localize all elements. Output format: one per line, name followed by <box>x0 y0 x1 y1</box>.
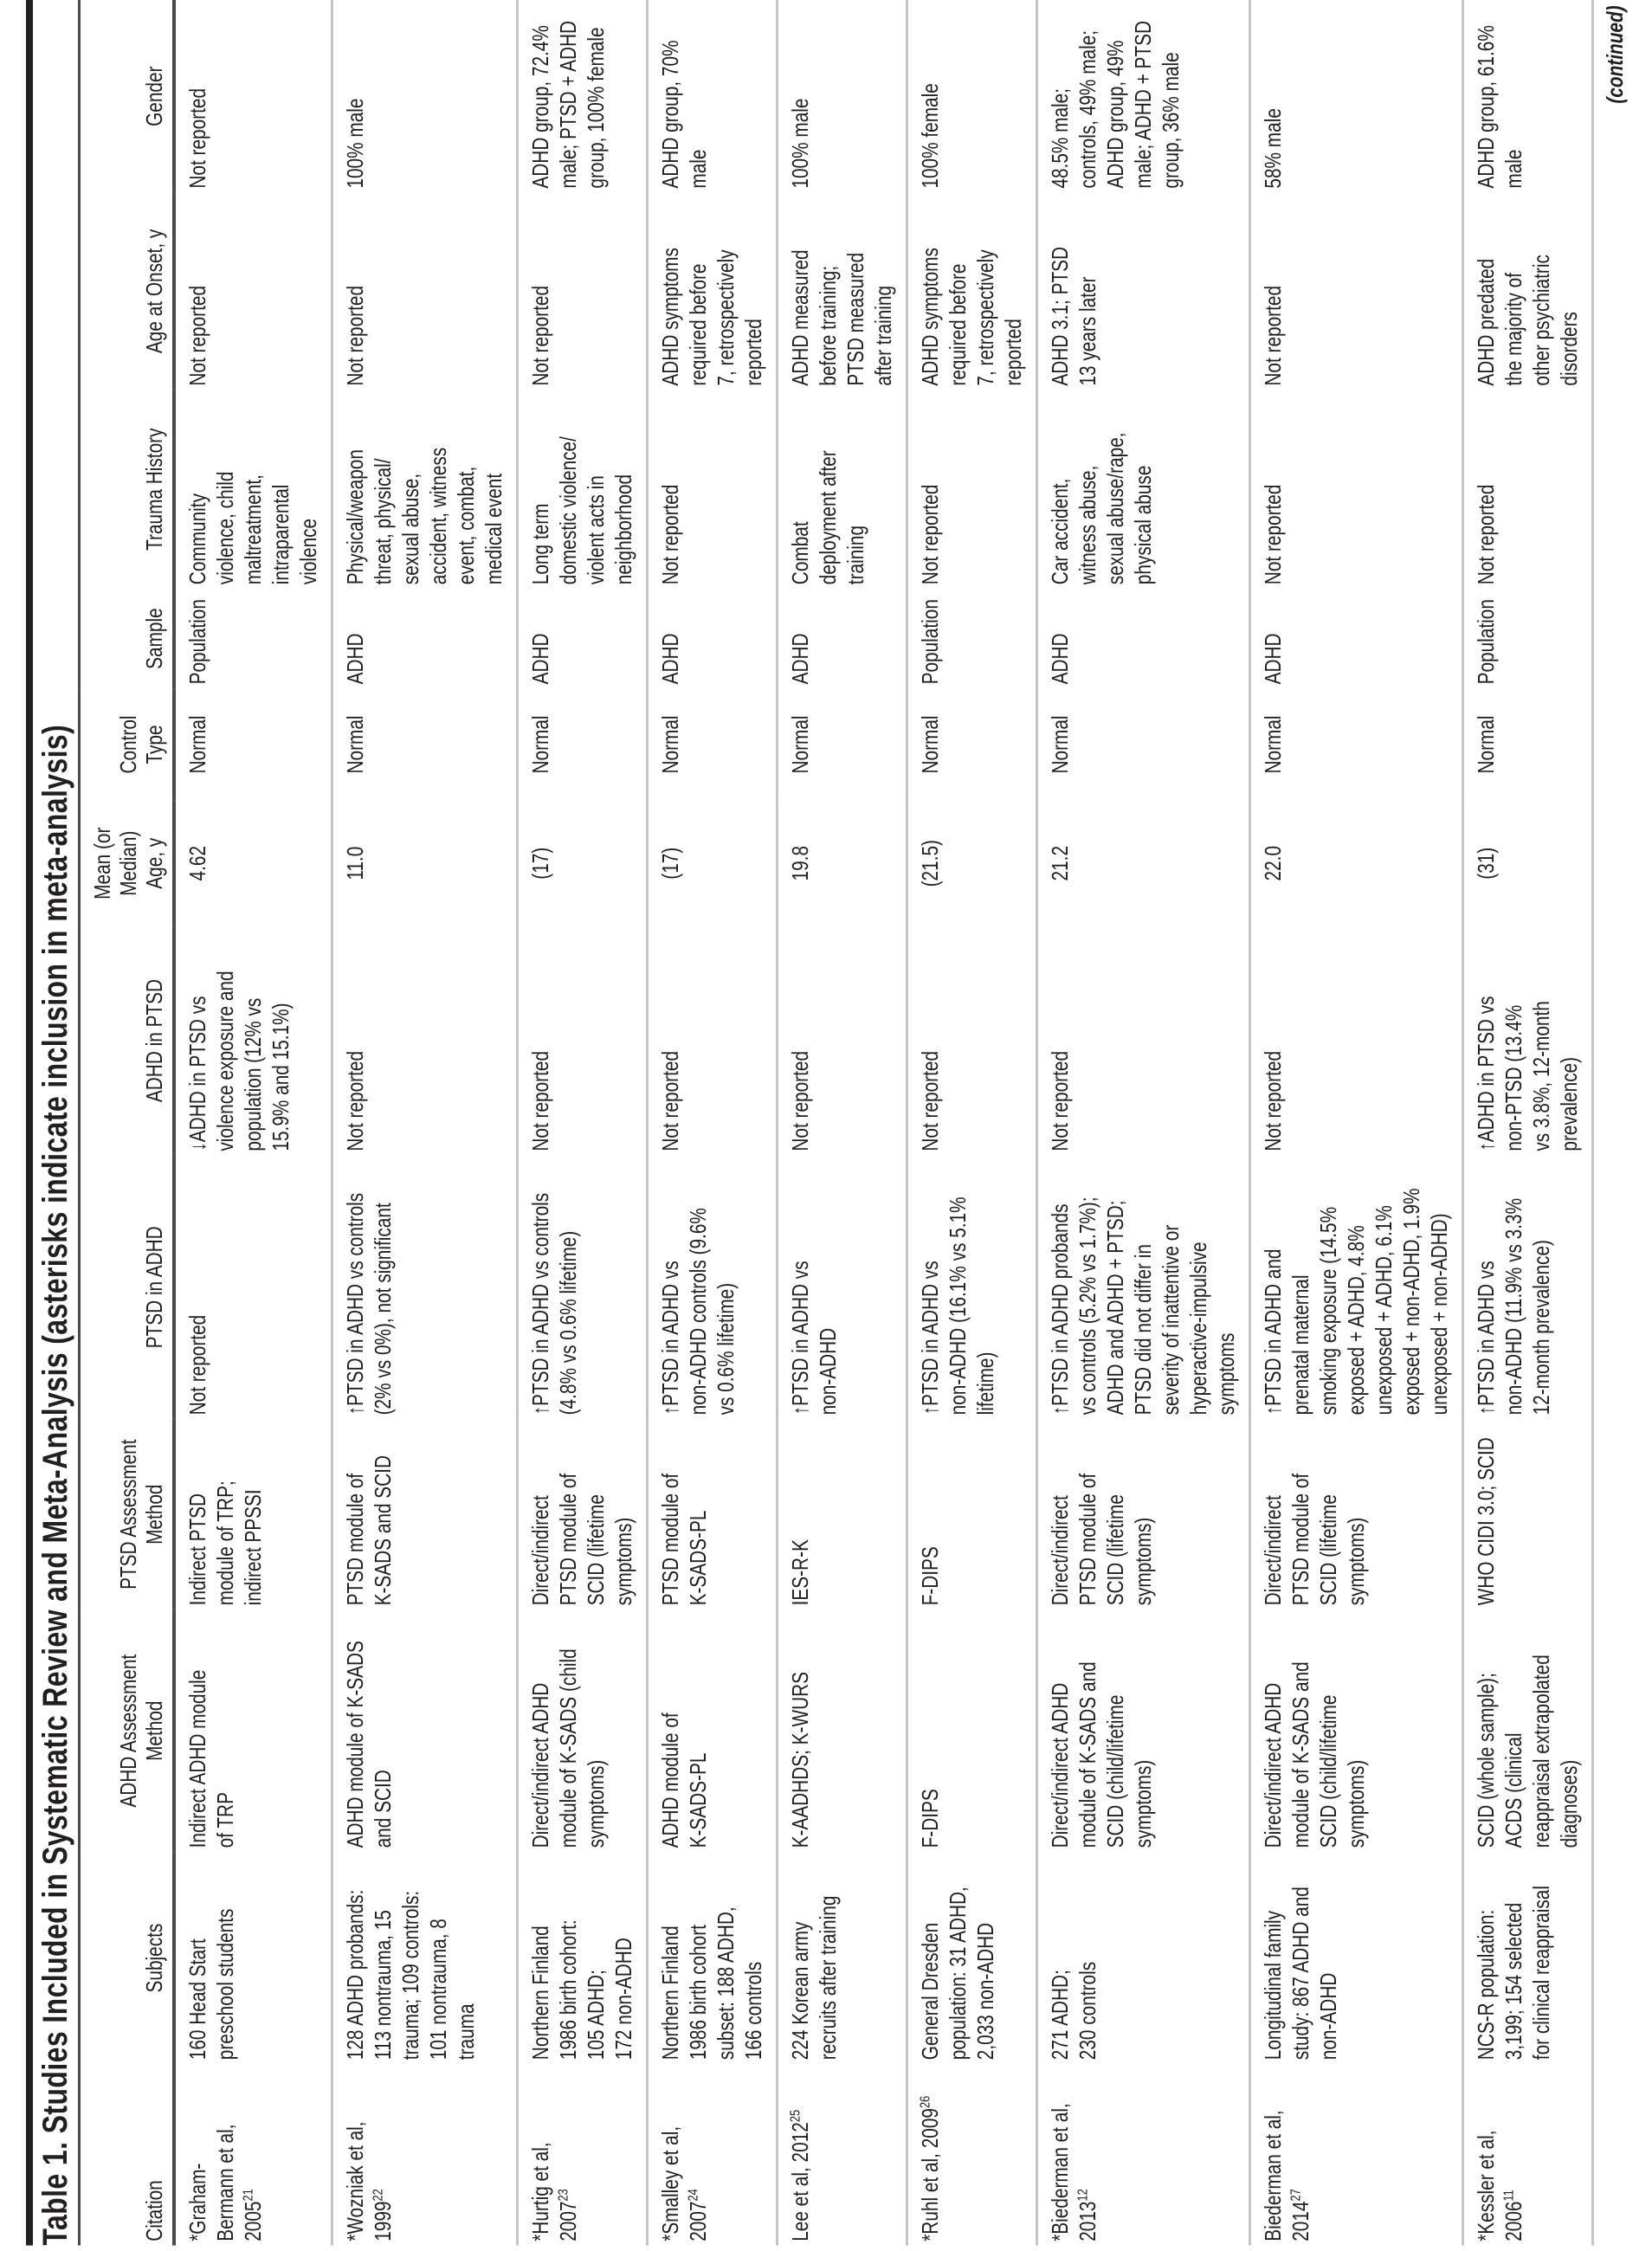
cell-trauma-history: Not reported <box>1473 484 1499 585</box>
cell-gender: Not reported <box>184 87 210 189</box>
cell-mean-age: 11.0 <box>342 846 368 880</box>
continued-note: (continued) <box>1602 5 1628 104</box>
header-adhd-assessment-method: ADHD Assessment Method <box>115 1654 167 1808</box>
citation-text: *Hurtig et al, 2007 <box>527 2142 581 2241</box>
citation-text: *Wozniak et al, 1999 <box>342 2121 396 2241</box>
cell-sample: ADHD <box>527 633 553 685</box>
cell-control-type: Normal <box>1473 715 1499 774</box>
cell-adhd-assessment-method: SCID (whole sample); ACDS (clinical reappraisal extrapolated diagnoses) <box>1473 1654 1582 1848</box>
cell-citation <box>174 2064 332 2246</box>
cell-adhd-in-ptsd: Not reported <box>657 1050 683 1151</box>
table-row <box>174 0 332 2246</box>
cell-citation <box>518 2064 648 2246</box>
header-row <box>80 0 175 2246</box>
cell-ptsd-in-adhd: ↑PTSD in ADHD vs non-ADHD (11.9% vs 3.3% 12-month prevalence) <box>1473 1197 1554 1416</box>
cell-ptsd-in-adhd: ↑PTSD in ADHD vs controls (2% vs 0%), not significant <box>342 1192 396 1416</box>
cell-control-type: Normal <box>342 715 368 774</box>
cell-mean-age: 19.8 <box>787 845 813 881</box>
table-title: Table 1. Studies Included in Systematic Review and Meta-Analysis (asterisks indicate inclusion in meta-analysis) <box>36 724 74 2246</box>
cell-gender: 48.5% male; controls, 49% male; ADHD group, 49% male; ADHD + PTSD group, 36% male <box>1047 20 1184 189</box>
studies-table <box>78 0 1594 2246</box>
cell-citation <box>332 2064 518 2246</box>
cell-gender: 100% female <box>917 83 943 189</box>
cell-ptsd-in-adhd: Not reported <box>184 1314 210 1416</box>
table-row <box>907 0 1037 2246</box>
cell-subjects: 271 ADHD; 230 controls <box>1047 1961 1100 2061</box>
cell-ptsd-in-adhd: ↑PTSD in ADHD vs non-ADHD <box>787 1261 841 1416</box>
cell-subjects: Northern Finland 1986 birth cohort: 105 ADHD; 172 non-ADHD <box>527 1919 636 2061</box>
cell-gender: ADHD group, 72.4% male; PTSD + ADHD group, 100% female <box>527 20 609 189</box>
cell-adhd-in-ptsd: ↓ADHD in PTSD vs violence exposure and population (12% vs 15.9% and 15.1%) <box>184 971 294 1151</box>
citation-reference: 26 <box>918 2095 933 2108</box>
citation-text: *Biederman et al, 2013 <box>1047 2103 1100 2241</box>
cell-mean-age: (17) <box>657 847 683 880</box>
table-row <box>518 0 648 2246</box>
cell-trauma-history: Long term domestic violence/ violent acts in neighborhood <box>527 436 636 585</box>
cell-age-at-onset: Not reported <box>184 285 210 386</box>
cell-subjects: Northern Finland 1986 birth cohort subset: 188 ADHD, 166 controls <box>657 1906 766 2061</box>
table-row <box>648 0 778 2246</box>
cell-citation <box>1037 2064 1250 2246</box>
cell-citation <box>907 2064 1037 2246</box>
cell-adhd-assessment-method: Indirect ADHD module of TRP <box>184 1669 238 1848</box>
cell-ptsd-assessment-method: Indirect PTSD module of TRP; indirect PPSSI <box>184 1480 266 1606</box>
cell-ptsd-assessment-method: Direct/indirect PTSD module of SCID (lifetime symptoms) <box>1260 1473 1369 1606</box>
cell-age-at-onset: ADHD 3.1; PTSD 13 years later <box>1047 246 1100 386</box>
cell-mean-age: 4.62 <box>184 845 210 881</box>
cell-ptsd-in-adhd: ↑PTSD in ADHD probands vs controls (5.2% vs 1.7%); ADHD and ADHD + PTSD; PTSD did not differ in severity of inattentive or hyperactive-impulsive symptoms <box>1047 1196 1239 1416</box>
cell-subjects: NCS-R population: 3,199; 154 selected for clinical reappraisal <box>1473 1886 1554 2061</box>
cell-ptsd-in-adhd: ↑PTSD in ADHD and prenatal maternal smoking exposure (14.5% exposed + ADHD, 4.8% unexposed + ADHD, 6.1% exposed + non-ADHD, 1.9% unexposed + non-ADHD) <box>1260 1188 1452 1416</box>
cell-trauma-history: Physical/weapon threat, physical/ sexual abuse, accident, witness event, combat, medical event <box>342 447 507 585</box>
header-citation: Citation <box>141 2180 167 2241</box>
cell-ptsd-assessment-method: PTSD module of K-SADS and SCID <box>342 1455 396 1606</box>
cell-subjects: General Dresden population: 31 ADHD, 2,033 non-ADHD <box>917 1887 998 2061</box>
cell-trauma-history: Car accident, witness abuse, sexual abuse/rape, physical abuse <box>1047 432 1156 585</box>
cell-control-type: Normal <box>657 715 683 774</box>
cell-trauma-history: Combat deployment after training <box>787 450 868 585</box>
cell-mean-age: (17) <box>527 847 553 880</box>
cell-adhd-assessment-method: K-AADHDS; K-WURS <box>787 1672 813 1848</box>
citation-reference: 23 <box>556 2189 571 2202</box>
cell-ptsd-assessment-method: WHO CIDI 3.0; SCID <box>1473 1437 1499 1606</box>
title-rule <box>26 0 33 2246</box>
cell-adhd-in-ptsd: Not reported <box>787 1050 813 1151</box>
cell-adhd-assessment-method: Direct/indirect ADHD module of K-SADS and SCID (child/lifetime symptoms) <box>1260 1661 1369 1848</box>
cell-ptsd-in-adhd: ↑PTSD in ADHD vs controls (4.8% vs 0.6% lifetime) <box>527 1192 581 1416</box>
cell-control-type: Normal <box>787 715 813 774</box>
cell-subjects: Longitudinal family study: 867 ADHD and non-ADHD <box>1260 1887 1341 2061</box>
header-ptsd-assessment-method: PTSD Assessment Method <box>115 1439 167 1590</box>
header-adhd-in-ptsd: ADHD in PTSD <box>141 978 167 1103</box>
cell-subjects: 224 Korean army recruits after training <box>787 1895 841 2061</box>
cell-adhd-in-ptsd: Not reported <box>917 1050 943 1151</box>
citation-text: *Smalley et al, 2007 <box>657 2125 711 2241</box>
cell-age-at-onset: ADHD predated the majority of other psychiatric disorders <box>1473 255 1582 386</box>
cell-age-at-onset: Not reported <box>1260 285 1286 386</box>
citation-text: Biederman et al, 2014 <box>1260 2110 1313 2241</box>
cell-control-type: Normal <box>527 715 553 774</box>
cell-gender: ADHD group, 70% male <box>657 40 711 189</box>
cell-sample: Population <box>917 599 943 685</box>
header-sample: Sample <box>141 608 167 669</box>
header-mean-age: Mean (or Median) Age, y <box>89 827 167 900</box>
citation-text: *Ruhl et al, 2009 <box>917 2108 943 2241</box>
table-row <box>332 0 518 2246</box>
cell-age-at-onset: Not reported <box>342 285 368 386</box>
cell-gender: 100% male <box>787 98 813 189</box>
cell-sample: ADHD <box>342 633 368 685</box>
cell-subjects: 128 ADHD probands: 113 nontrauma, 15 trauma; 109 controls: 101 nontrauma, 8 trauma <box>342 1889 479 2061</box>
cell-adhd-in-ptsd: ↑ADHD in PTSD vs non-PTSD (13.4% vs 3.8%, 12-month prevalence) <box>1473 996 1582 1151</box>
cell-gender: 100% male <box>342 98 368 189</box>
cell-adhd-in-ptsd: Not reported <box>342 1050 368 1151</box>
header-control-type: Control Type <box>115 715 167 774</box>
cell-adhd-assessment-method: ADHD module of K-SADS and SCID <box>342 1641 396 1848</box>
cell-adhd-assessment-method: Direct/indirect ADHD module of K-SADS (child symptoms) <box>527 1648 609 1848</box>
cell-sample: ADHD <box>1047 633 1073 685</box>
cell-trauma-history: Not reported <box>657 484 683 585</box>
citation-reference: 11 <box>1501 2190 1517 2202</box>
cell-age-at-onset: ADHD measured before training; PTSD measured after training <box>787 249 896 386</box>
cell-citation <box>1463 2064 1593 2246</box>
cell-mean-age: 21.2 <box>1047 845 1073 881</box>
table-row <box>1463 0 1593 2246</box>
header-age-at-onset: Age at Onset, y <box>141 229 167 354</box>
cell-control-type: Normal <box>1047 715 1073 774</box>
header-gender: Gender <box>141 66 167 126</box>
cell-control-type: Normal <box>1260 715 1286 774</box>
header-trauma-history: Trauma History <box>141 428 167 551</box>
cell-sample: ADHD <box>787 633 813 685</box>
header-ptsd-in-adhd: PTSD in ADHD <box>141 1226 167 1349</box>
cell-ptsd-assessment-method: Direct/indirect PTSD module of SCID (lifetime symptoms) <box>527 1473 636 1606</box>
citation-text: Lee et al, 2012 <box>787 2122 813 2241</box>
cell-sample: ADHD <box>1260 633 1286 685</box>
cell-adhd-in-ptsd: Not reported <box>527 1050 553 1151</box>
cell-adhd-assessment-method: ADHD module of K-SADS-PL <box>657 1712 711 1848</box>
cell-control-type: Normal <box>184 715 210 774</box>
cell-age-at-onset: ADHD symptoms required before 7, retrospectively reported <box>657 248 766 386</box>
cell-age-at-onset: ADHD symptoms required before 7, retrospectively reported <box>917 248 1026 386</box>
cell-mean-age: 22.0 <box>1260 845 1286 881</box>
citation-reference: 12 <box>1075 2189 1091 2202</box>
cell-trauma-history: Community violence, child maltreatment, intraparental violence <box>184 471 321 585</box>
cell-gender: 58% male <box>1260 108 1286 189</box>
cell-ptsd-in-adhd: ↑PTSD in ADHD vs non-ADHD controls (9.6% vs 0.6% lifetime) <box>657 1208 739 1416</box>
cell-adhd-in-ptsd: Not reported <box>1260 1050 1286 1151</box>
citation-reference: 25 <box>788 2109 803 2123</box>
cell-trauma-history: Not reported <box>917 484 943 585</box>
cell-sample: Population <box>1473 599 1499 685</box>
cell-citation <box>648 2064 778 2246</box>
cell-adhd-assessment-method: Direct/indirect ADHD module of K-SADS and SCID (child/lifetime symptoms) <box>1047 1661 1156 1848</box>
table-row <box>1037 0 1250 2246</box>
citation-reference: 24 <box>686 2189 701 2202</box>
cell-sample: ADHD <box>657 633 683 685</box>
cell-control-type: Normal <box>917 715 943 774</box>
citation-text: *Graham- Bermann et al, 2005 <box>184 2124 266 2241</box>
cell-ptsd-assessment-method: F-DIPS <box>917 1546 943 1606</box>
table-row <box>1250 0 1463 2246</box>
cell-citation <box>778 2064 907 2246</box>
cell-ptsd-assessment-method: Direct/indirect PTSD module of SCID (lifetime symptoms) <box>1047 1473 1156 1606</box>
citation-text: *Kessler et al, 2006 <box>1473 2130 1526 2241</box>
citation-reference: 21 <box>241 2189 256 2202</box>
table-row <box>778 0 907 2246</box>
cell-sample: Population <box>184 599 210 685</box>
cell-trauma-history: Not reported <box>1260 484 1286 585</box>
cell-adhd-in-ptsd: Not reported <box>1047 1050 1073 1151</box>
cell-gender: ADHD group, 61.6% male <box>1473 25 1526 189</box>
cell-ptsd-assessment-method: PTSD module of K-SADS-PL <box>657 1473 711 1606</box>
cell-age-at-onset: Not reported <box>527 285 553 386</box>
cell-ptsd-assessment-method: IES-R-K <box>787 1539 813 1606</box>
cell-mean-age: (21.5) <box>917 840 943 887</box>
cell-subjects: 160 Head Start preschool students <box>184 1908 238 2061</box>
cell-ptsd-in-adhd: ↑PTSD in ADHD vs non-ADHD (16.1% vs 5.1% lifetime) <box>917 1196 998 1416</box>
citation-reference: 27 <box>1288 2189 1304 2202</box>
cell-citation <box>1250 2064 1463 2246</box>
citation-reference: 22 <box>371 2189 386 2202</box>
cell-adhd-assessment-method: F-DIPS <box>917 1789 943 1848</box>
cell-mean-age: (31) <box>1473 847 1499 880</box>
header-subjects: Subjects <box>141 1923 167 1993</box>
